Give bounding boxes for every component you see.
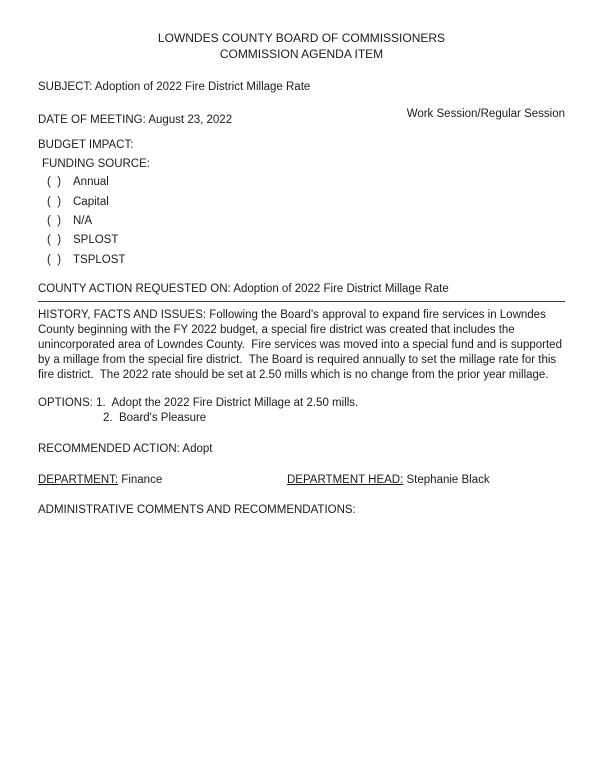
meeting-date-value: August 23, 2022 (148, 114, 233, 127)
subject-label: SUBJECT: (38, 81, 93, 94)
recommended-action-label: RECOMMENDED ACTION: (38, 443, 180, 456)
department-label: DEPARTMENT: (38, 474, 119, 487)
options-line-1 (38, 396, 565, 411)
funding-source-list (47, 175, 565, 268)
funding-option-label: Annual (73, 176, 109, 189)
meeting-date (38, 107, 232, 128)
county-action-line (38, 282, 565, 302)
county-action-value: Adoption of 2022 Fire District Millage Rate (233, 282, 449, 295)
checkbox-tsplost: ( ) (47, 253, 62, 266)
checkbox-na: ( ) (47, 215, 62, 227)
document-type-title: COMMISSION AGENDA ITEM (219, 47, 384, 62)
option-2: 2. Board's Pleasure (103, 412, 207, 425)
funding-source-label: FUNDING SOURCE: (42, 158, 150, 171)
funding-option-tsplost (47, 253, 565, 268)
funding-option-label: SPLOST (73, 234, 119, 247)
department-line (38, 473, 565, 488)
funding-option-annual (47, 175, 565, 190)
subject-line (38, 80, 565, 95)
checkbox-splost: ( ) (47, 234, 62, 247)
meeting-line (38, 107, 565, 128)
history-label: HISTORY, FACTS AND ISSUES: (38, 308, 207, 321)
funding-option-label: Capital (73, 195, 109, 208)
subject-value: Adoption of 2022 Fire District Millage Rate (94, 81, 311, 94)
options-block (38, 396, 565, 426)
board-title: LOWNDES COUNTY BOARD OF COMMISSIONERS (157, 31, 446, 45)
funding-option-label: TSPLOST (73, 253, 126, 266)
document-header (38, 30, 565, 62)
recommended-action-value: Adopt (182, 443, 213, 456)
funding-option-label: N/A (73, 215, 93, 227)
department-head-label: DEPARTMENT HEAD: (287, 474, 404, 487)
department-field (38, 473, 287, 488)
history-facts-paragraph (38, 308, 565, 383)
county-action-label: COUNTY ACTION REQUESTED ON: (38, 282, 231, 295)
department-value: Finance (121, 474, 163, 487)
department-head-value: Stephanie Black (406, 474, 490, 487)
options-line-2 (103, 411, 565, 426)
checkbox-capital: ( ) (47, 195, 62, 208)
checkbox-annual: ( ) (47, 176, 62, 189)
funding-option-splost (47, 233, 565, 248)
option-1: 1. Adopt the 2022 Fire District Millage at 2.50 mills. (96, 397, 359, 410)
meeting-date-label: DATE OF MEETING: (38, 114, 146, 127)
funding-option-capital (47, 195, 565, 210)
budget-impact-label: BUDGET IMPACT: (38, 139, 134, 152)
recommended-action-line (38, 442, 565, 457)
admin-comments-label: ADMINISTRATIVE COMMENTS AND RECOMMENDATIONS: (38, 504, 356, 517)
funding-option-na (47, 214, 565, 229)
department-head-field (287, 473, 490, 488)
session-type: Work Session/Regular Session (406, 108, 565, 121)
history-text: Following the Board's approval to expand fire services in Lowndes County beginning with the FY 2022 budget, a special fire district was created that includes the unincorporated area of Lowndes County. Fire services was moved into a special fund and is supported by a millage from the special fire district. The Board is required annually to set the millage rate for this fire district. The 2022 rate should be set at 2.50 mills which is no change from the prior year millage. (38, 308, 566, 381)
options-label: OPTIONS: (38, 397, 93, 410)
